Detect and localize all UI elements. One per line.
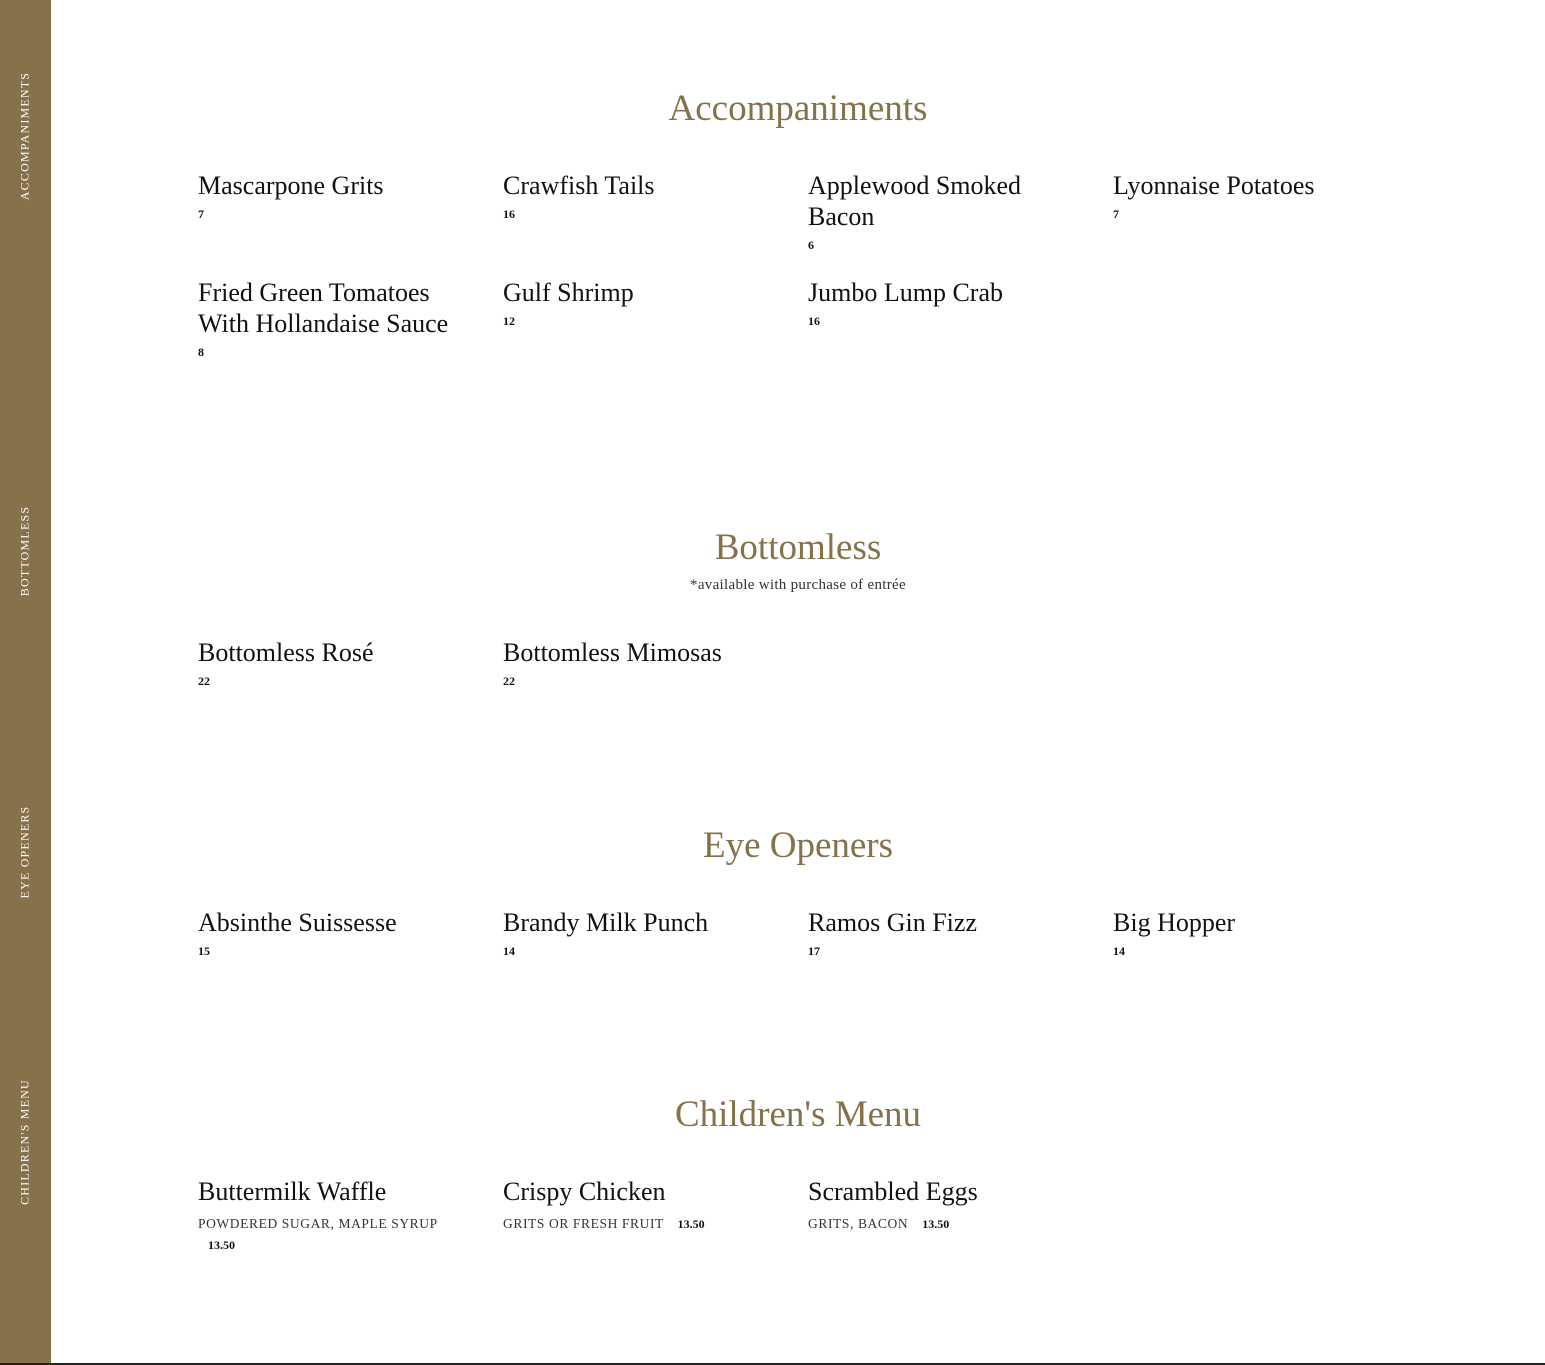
- menu-item-price: 13.50: [208, 1238, 235, 1252]
- menu-item: [198, 277, 463, 359]
- sidebar-item-eye-openers[interactable]: EYE OPENERS: [17, 805, 32, 899]
- menu-item-name: Crawfish Tails: [503, 171, 655, 200]
- menu-item-price: 7: [1113, 207, 1119, 221]
- menu-item-name: Lyonnaise Potatoes: [1113, 171, 1315, 200]
- menu-item-price: 22: [198, 674, 210, 688]
- menu-item-name: Bottomless Mimosas: [503, 638, 722, 667]
- menu-item-description: POWDERED SUGAR, MAPLE SYRUP: [198, 1216, 438, 1231]
- menu-item-details: [808, 1213, 1078, 1235]
- menu-item-name: Big Hopper: [1113, 908, 1236, 937]
- menu-item-name: Gulf Shrimp: [503, 278, 634, 307]
- menu-item-name: Jumbo Lump Crab: [808, 278, 1003, 307]
- menu-item-name: Brandy Milk Punch: [503, 908, 709, 937]
- menu-item-name: Applewood Smoked Bacon: [808, 171, 1022, 231]
- menu-item-description: GRITS OR FRESH FRUIT: [503, 1216, 664, 1231]
- menu-item: [198, 637, 468, 688]
- menu-item-name: Buttermilk Waffle: [198, 1177, 387, 1206]
- menu-item-name: Absinthe Suissesse: [198, 908, 397, 937]
- menu-item-price: 13.50: [922, 1217, 950, 1231]
- menu-item-name: Fried Green Tomatoes With Hollandaise Sauce: [198, 278, 449, 338]
- sidebar-item-accompaniments[interactable]: ACCOMPANIMENTS: [17, 71, 32, 201]
- menu-item-price: 7: [198, 207, 204, 221]
- menu-item-name: Mascarpone Grits: [198, 171, 384, 200]
- menu-item-price: 22: [503, 674, 515, 688]
- menu-item-price: 15: [198, 944, 210, 958]
- menu-item-details: [503, 1213, 773, 1235]
- menu-item: [503, 907, 773, 958]
- eye-openers-title: Eye Openers: [702, 825, 894, 866]
- bottomless-title: Bottomless: [714, 527, 882, 568]
- section-sidebar: [0, 0, 51, 1363]
- menu-item: [1113, 907, 1383, 958]
- menu-item-price: 16: [503, 207, 515, 221]
- menu-item: [503, 277, 773, 328]
- menu-item: [808, 277, 1078, 328]
- menu-item-price: 14: [503, 944, 515, 958]
- accompaniments-title: Accompaniments: [668, 88, 928, 129]
- menu-item-details: [198, 1213, 468, 1256]
- menu-item-description: GRITS, BACON: [808, 1216, 909, 1231]
- childrens-menu-title: Children's Menu: [674, 1094, 922, 1135]
- menu-item-price: 8: [198, 345, 204, 359]
- menu-item-name: Ramos Gin Fizz: [808, 908, 977, 937]
- menu-item: [808, 1176, 1078, 1235]
- menu-item: [808, 170, 1058, 252]
- menu-item-price: 16: [808, 314, 820, 328]
- menu-item-price: 14: [1113, 944, 1125, 958]
- menu-item: [198, 907, 468, 958]
- menu-item: [503, 637, 773, 688]
- menu-item-price: 17: [808, 944, 820, 958]
- bottomless-note: *available with purchase of entrée: [690, 577, 906, 593]
- menu-item-name: Bottomless Rosé: [198, 638, 374, 667]
- menu-item-price: 12: [503, 314, 515, 328]
- menu-item-name: Crispy Chicken: [503, 1177, 666, 1206]
- sidebar-item-bottomless[interactable]: BOTTOMLESS: [17, 505, 32, 597]
- menu-item-price: 13.50: [677, 1217, 705, 1231]
- sidebar-item-childrens-menu[interactable]: CHILDREN'S MENU: [17, 1079, 32, 1205]
- menu-item-name: Scrambled Eggs: [808, 1177, 978, 1206]
- menu-item: [808, 907, 1078, 958]
- menu-item: [1113, 170, 1413, 221]
- menu-item: [198, 170, 468, 221]
- menu-item: [503, 170, 773, 221]
- menu-item-price: 6: [808, 238, 814, 252]
- menu-item: [198, 1176, 468, 1256]
- menu-item: [503, 1176, 773, 1235]
